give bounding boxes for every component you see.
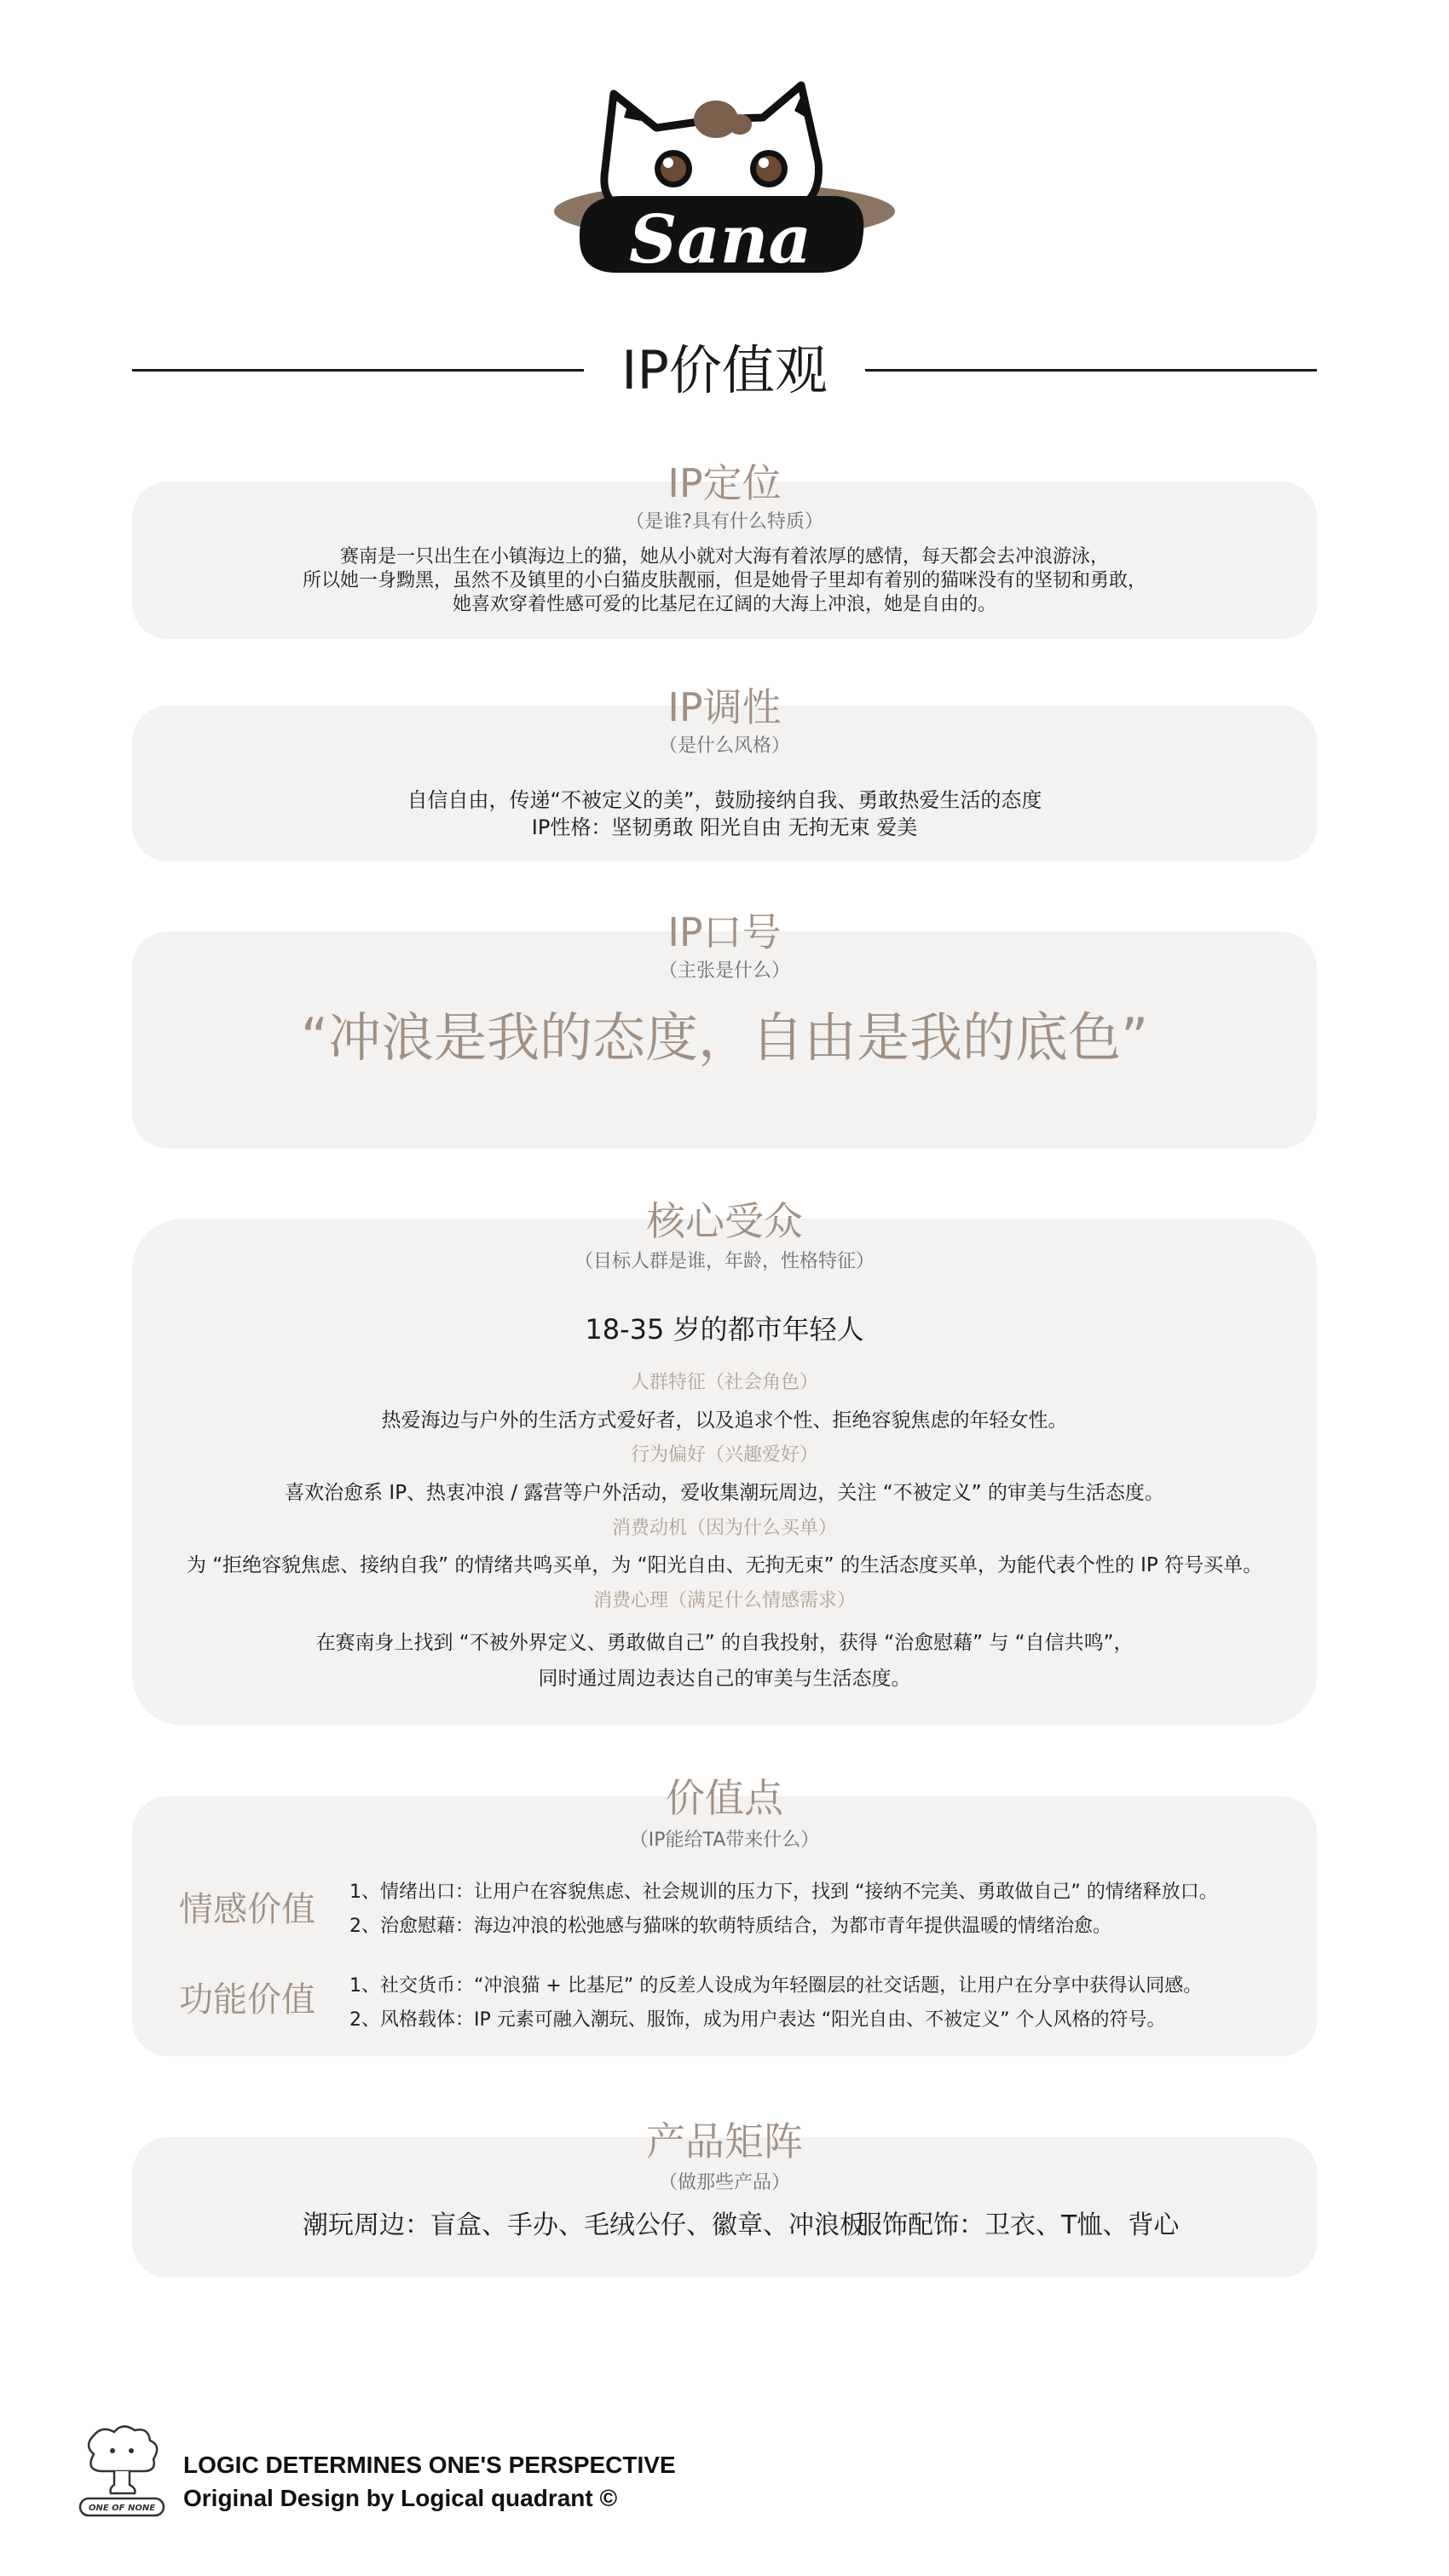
title-divider-right [865,369,1317,372]
slogan-subtitle: （主张是什么） [658,960,790,982]
functional-value-label: 功能价值 [179,1980,315,2020]
audience-group-line: 同时通过周边表达自己的审美与生活态度。 [538,1668,911,1690]
positioning-text [132,545,1317,617]
tone-title: IP调性 [667,684,782,730]
matrix-toys-line: 潮玩周边：盲盒、手办、毛绒公仔、徽章、冲浪板 [303,2210,865,2240]
footer-credit: Original Design by Logical quadrant © [183,2485,618,2511]
page-title: IP价值观 [621,339,828,401]
audience-group-text [132,1480,1317,1506]
slogan-text: “冲浪是我的态度，自由是我的底色” [300,1006,1149,1069]
footer-badge-text: ONE OF NONE [88,2504,156,2513]
matrix-subtitle: （做那些产品） [658,2172,790,2193]
audience-group-line: 为 “拒绝容貌焦虑、接纳自我” 的情绪共鸣买单，为 “阳光自由、无拘无束” 的生活态度买单，为能代表个性的 IP 符号买单。 [186,1554,1263,1576]
audience-group-label: 消费动机（因为什么买单） [611,1518,837,1539]
matrix-apparel-line: 服饰配饰：卫衣、T恤、背心 [857,2210,1180,2240]
value-subtitle: （IP能给TA带来什么） [629,1830,820,1851]
audience-group-line: 热爱海边与户外的生活方式爱好者，以及追求个性、拒绝容貌焦虑的年轻女性。 [381,1409,1068,1432]
slogan-title: IP口号 [667,909,782,955]
audience-title: 核心受众 [646,1198,803,1244]
audience-group-text [132,1408,1317,1433]
matrix-title: 产品矩阵 [646,2118,803,2164]
tone-text [132,787,1317,841]
audience-group-label: 人群特征（社会角色） [630,1372,818,1393]
value-title: 价值点 [666,1775,783,1821]
emotional-value-item: 2、治愈慰藉：海边冲浪的松弛感与猫咪的软萌特质结合，为都市青年提供温暖的情绪治愈。 [349,1916,1112,1937]
audience-group-text [132,1625,1317,1697]
positioning-line: 赛南是一只出生在小镇海边上的猫，她从小就对大海有着浓厚的感情，每天都会去冲浪游泳， [339,546,1109,568]
audience-group-text [132,1553,1317,1578]
audience-subtitle: （目标人群是谁，年龄，性格特征） [574,1251,875,1272]
audience-group-line: 在赛南身上找到 “不被外界定义、勇敢做自己” 的自我投射，获得 “治愈慰藉” 与 “自信共鸣”， [315,1632,1134,1654]
page-title-row [132,337,1317,405]
functional-value-item: 1、社交货币：“冲浪猫 + 比基尼” 的反差人设成为年轻圈层的社交话题，让用户在分享中获得认同感。 [349,1975,1203,1997]
footer-tagline: LOGIC DETERMINES ONE'S PERSPECTIVE [183,2452,676,2478]
positioning-subtitle: （是谁?具有什么特质） [626,511,823,533]
logo-wordmark: Sana [628,201,812,279]
positioning-line: 她喜欢穿着性感可爱的比基尼在辽阔的大海上冲浪，她是自由的。 [452,594,996,615]
audience-headline: 18-35 岁的都市年轻人 [585,1313,864,1346]
positioning-title: IP定位 [667,460,782,506]
tone-line: 自信自由，传递“不被定义的美”，鼓励接纳自我、勇敢热爱生活的态度 [407,788,1042,812]
sana-logo [546,68,903,281]
functional-value-item: 2、风格载体：IP 元素可融入潮玩、服饰，成为用户表达 “阳光自由、不被定义” 个人风格的符号。 [349,2009,1166,2031]
tone-line: IP性格：坚韧勇敢 阳光自由 无拘无束 爱美 [531,815,918,839]
footer-cat-logo [75,2420,169,2521]
positioning-line: 所以她一身黝黑，虽然不及镇里的小白猫皮肤靓丽，但是她骨子里却有着别的猫咪没有的坚韧和勇敢， [302,570,1146,591]
audience-group-label: 消费心理（满足什么情感需求） [592,1590,856,1611]
tone-subtitle: （是什么风格） [658,735,790,757]
emotional-value-item: 1、情绪出口：让用户在容貌焦虑、社会规训的压力下，找到 “接纳不完美、勇敢做自己” 的情绪释放口。 [349,1882,1218,1903]
audience-group-label: 行为偏好（兴趣爱好） [630,1444,818,1466]
emotional-value-label: 情感价值 [179,1890,315,1929]
audience-group-line: 喜欢治愈系 IP、热衷冲浪 / 露营等户外活动，爱收集潮玩周边，关注 “不被定义” 的审美与生活态度。 [285,1482,1164,1504]
